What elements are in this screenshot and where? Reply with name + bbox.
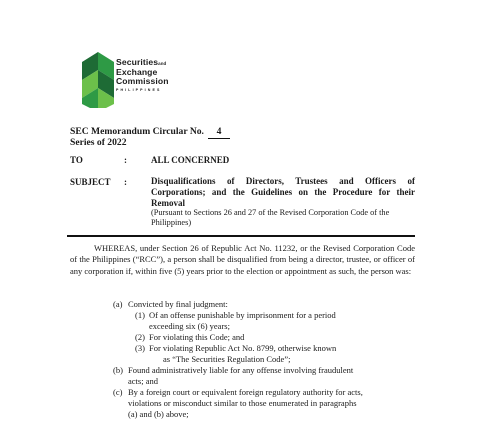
to-label: TO (70, 155, 83, 165)
subject-text: Disqualifications of Directors, Trustees and Officers of Corporations; and the Guidelines on the Procedure for their Removal (151, 176, 415, 208)
list-item (0, 299, 480, 310)
list-item (0, 365, 480, 376)
subject-colon: : (124, 177, 127, 187)
list-item-text: By a foreign court or equivalent foreign regulatory authority for acts, (128, 387, 363, 397)
list-item-text: Convicted by final judgment: (128, 299, 228, 309)
list-item-text: acts; and (128, 376, 158, 386)
list-item-marker: (a) (113, 299, 123, 309)
sec-logo-mark-icon (80, 50, 116, 110)
to-colon: : (124, 155, 127, 165)
list-item-text: Of an offense punishable by imprisonment for a period (149, 310, 336, 320)
list-item (0, 354, 480, 365)
list-item-text: violations or misconduct similar to those enumerated in paragraphs (128, 398, 357, 408)
memo-number: 4 (208, 126, 230, 139)
memo-series: Series of 2022 (70, 137, 127, 148)
subject-note: (Pursuant to Sections 26 and 27 of the Revised Corporation Code of the Philippines) (151, 208, 390, 228)
logo-line-3: Commission (116, 76, 169, 87)
list-item-text: For violating this Code; and (149, 332, 245, 342)
logo-line-2: Exchange (116, 67, 158, 78)
list-item-marker: (3) (135, 343, 145, 353)
list-item (0, 376, 480, 387)
list-item (0, 332, 480, 343)
memo-title-text: SEC Memorandum Circular No. (70, 126, 204, 137)
list-item (0, 343, 480, 354)
logo-line-1-small: and (158, 61, 167, 66)
list-item (0, 310, 480, 321)
divider-rule (67, 235, 415, 237)
list-item-marker: (1) (135, 310, 145, 320)
whereas-paragraph: WHEREAS, under Section 26 of Republic Act No. 11232, or the Revised Corporation Code of the Philippines (“RCC”), a person shall be disqualified from being a director, trustee, or officer of any corporation if, within five (5) years prior to the election or appointment as such, the person was: (70, 243, 415, 276)
sec-logo-wordmark (116, 58, 169, 92)
list-item-text: exceeding six (6) years; (149, 321, 230, 331)
list-item-marker: (2) (135, 332, 145, 342)
sec-logo (80, 50, 230, 112)
list-item (0, 321, 480, 332)
logo-line-1: Securities (116, 57, 159, 67)
list-item-text: as “The Securities Regulation Code”; (163, 354, 291, 364)
list-item (0, 398, 480, 409)
list-item-text: Found administratively liable for any offense involving fraudulent (128, 365, 354, 375)
list-item (0, 387, 480, 398)
list-item-marker: (b) (113, 365, 123, 375)
list-item-text: (a) and (b) above; (128, 409, 189, 419)
list-item-text: For violating Republic Act No. 8799, otherwise known (149, 343, 337, 353)
list-item-marker: (c) (113, 387, 123, 397)
logo-country: PHILIPPINES (116, 87, 162, 92)
list-item (0, 409, 480, 420)
subject-label: SUBJECT (70, 177, 111, 187)
to-value: ALL CONCERNED (151, 155, 230, 165)
